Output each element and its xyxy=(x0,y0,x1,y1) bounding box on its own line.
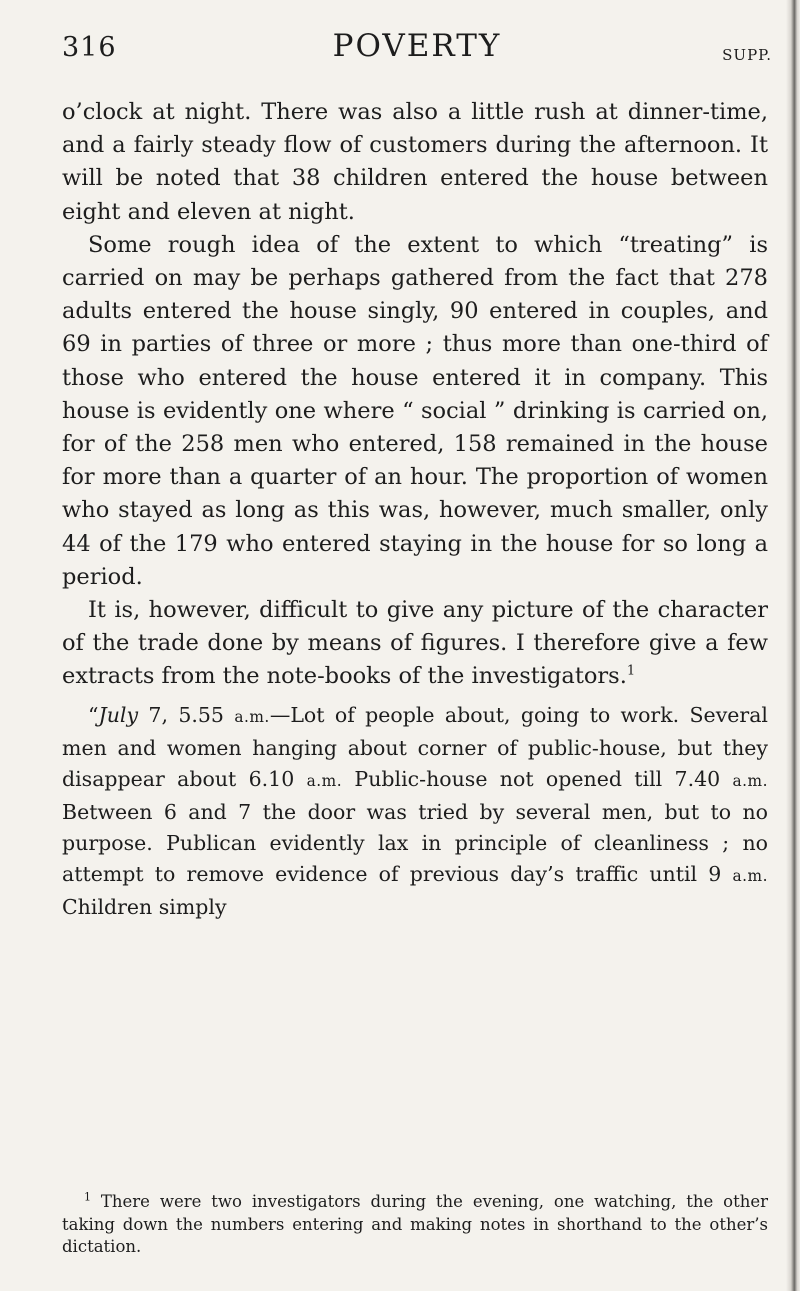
extract-text-b: —Lot of people about, going to work. Several men and women hanging about corner of public-house, but they disappear about 6.10 xyxy=(62,702,768,791)
paragraph-2: Some rough idea of the extent to which “treating” is carried on may be perhaps gathered from the fact that 278 adults entered the house singly, 90 entered in couples, and 69 in parties of three or more ; thus more than one-third of those who entered the house entered it in company. This house is evidently one where “ social ” drinking is carried on, for of the 258 men who entered, 158 remained in the house for more than a quarter of an hour. The proportion of women who stayed as long as this was, however, much smaller, only 44 of the 179 who entered staying in the house for so long a period. xyxy=(62,231,768,590)
page-edge-shadow xyxy=(786,0,800,1291)
body-text xyxy=(62,96,768,923)
footnote xyxy=(62,1191,768,1259)
extract-date-month: July xyxy=(98,702,139,727)
footnote-reference[interactable]: 1 xyxy=(626,663,636,679)
page-number: 316 xyxy=(62,32,117,63)
extract-am-2: a.m. xyxy=(306,771,343,790)
extract-am-1: a.m. xyxy=(234,707,270,726)
running-title: POVERTY xyxy=(332,28,502,64)
paragraph-1: o’clock at night. There was also a little rush at dinner-time, and a fairly steady flow of customers during the afternoon. It will be noted that 38 children entered the house between eight and eleven at night. xyxy=(62,99,768,225)
page-header xyxy=(62,26,772,70)
extract-text-d: Between 6 and 7 the door was tried by several men, but to no purpose. Publican evidently lax in principle of cleanliness ; no attempt to remove evidence of previous day’s traffic until 9 xyxy=(62,799,768,886)
extract-text-e: Children simply xyxy=(62,894,227,919)
paragraph-3 xyxy=(62,594,768,694)
quote-open-mark: “ xyxy=(88,702,99,727)
section-mark: SUPP. xyxy=(722,46,772,64)
footnote-marker: 1 xyxy=(84,1190,91,1204)
paragraph-3-text: It is, however, difficult to give any picture of the character of the trade done by means of figures. I therefore give a few extracts from the note-books of the investigators. xyxy=(62,597,768,690)
extract-text-c: Public-house not opened till 7.40 xyxy=(342,766,733,791)
footnote-text: There were two investigators during the evening, one watching, the other taking down the numbers entering and making notes in shorthand to the other’s dictation. xyxy=(62,1192,768,1256)
extract-text-a: 7, 5.55 xyxy=(138,702,235,727)
extract-am-3: a.m. xyxy=(732,771,768,790)
extract-am-4: a.m. xyxy=(732,866,768,885)
notebook-extract xyxy=(62,700,768,923)
